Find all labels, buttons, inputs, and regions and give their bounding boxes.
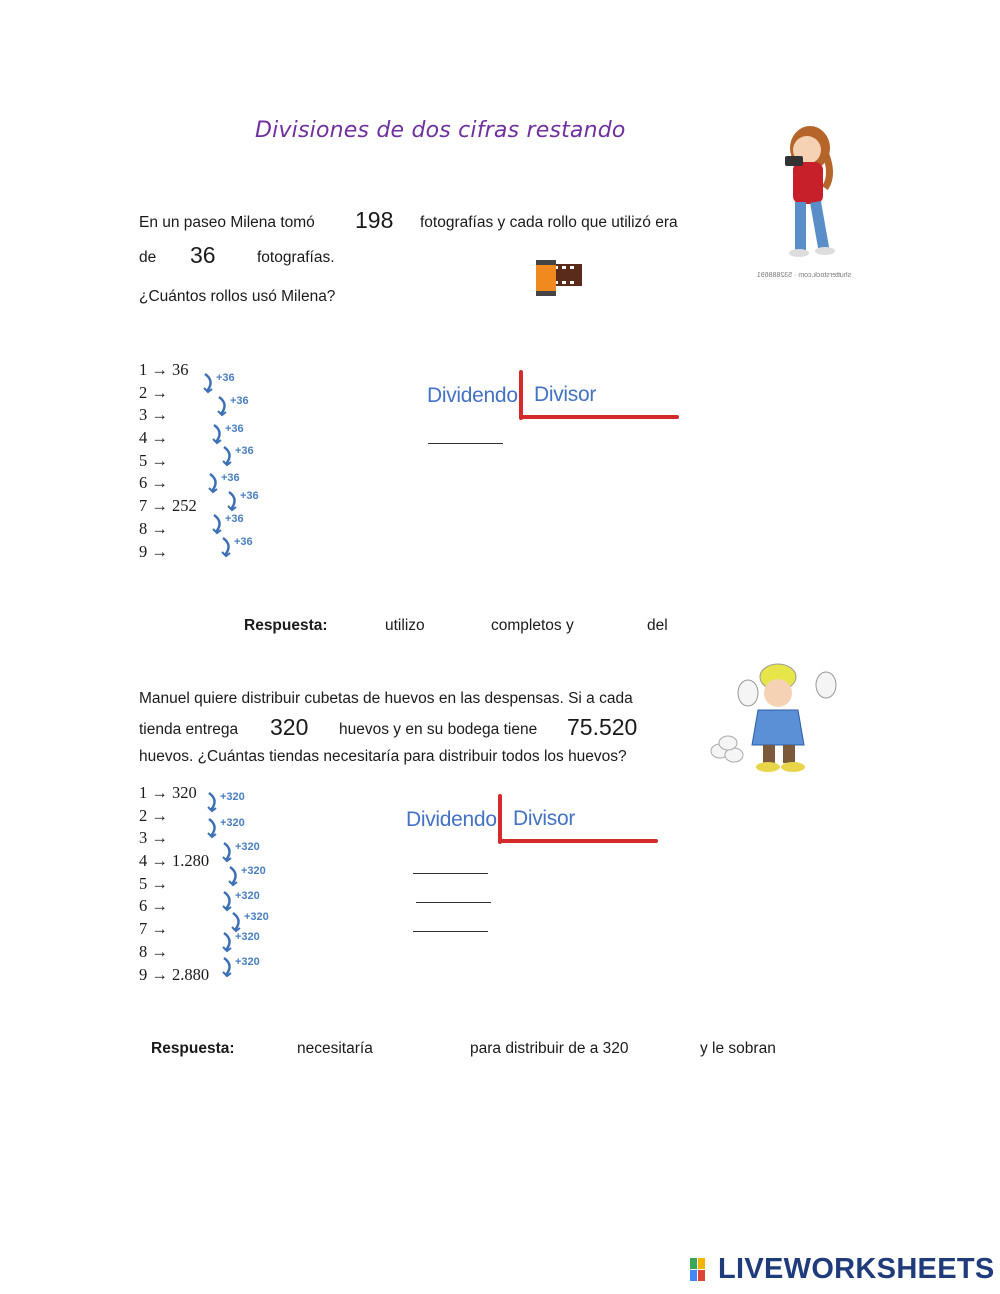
p1-step-label: +36 — [216, 372, 235, 384]
p1-subtraction-line — [428, 443, 503, 444]
p1-number-photos: 198 — [355, 207, 394, 233]
p1-seq-row: 1 → 36 — [139, 360, 189, 379]
p2-subtraction-line — [413, 931, 488, 932]
p1-seq-row: 8 → — [139, 518, 168, 538]
p2-step-label: +320 — [235, 841, 260, 853]
p2-seq-row: 5 → — [139, 873, 168, 893]
p2-number-total: 75.520 — [567, 714, 638, 740]
p1-seq-row: 4 → — [139, 428, 168, 448]
p1-step-arrow — [222, 444, 282, 470]
p2-step-label: +320 — [241, 865, 266, 877]
liveworksheets-logo-icon — [690, 1258, 716, 1282]
p2-number-per-store: 320 — [270, 714, 309, 740]
p1-step-arrow — [217, 394, 277, 420]
p2-division-horizontal-bar — [498, 839, 658, 843]
p1-answer-word-2: completos y — [491, 617, 574, 634]
p1-line2-end: fotografías. — [257, 249, 335, 266]
p2-step-arrow — [207, 816, 267, 842]
p2-step-label: +320 — [235, 956, 260, 968]
p1-seq-row: 3 → — [139, 405, 168, 425]
p2-step-arrow — [207, 790, 267, 816]
p2-line3: huevos. ¿Cuántas tiendas necesitaría para distribuir todos los huevos? — [139, 748, 627, 765]
p2-line2-middle: huevos y en su bodega tiene — [339, 721, 538, 738]
p2-seq-row: 6 → — [139, 896, 168, 916]
p2-step-label: +320 — [235, 931, 260, 943]
p1-answer-word-1: utilizo — [385, 617, 425, 634]
film-roll-icon — [534, 254, 586, 300]
p1-answer-word-3: del — [647, 617, 668, 634]
p2-seq-row: 3 → — [139, 828, 168, 848]
p1-step-label: +36 — [240, 490, 259, 502]
p2-answer-word-3: y le sobran — [700, 1040, 776, 1057]
p2-answer-word-1: necesitaría — [297, 1040, 373, 1057]
p2-seq-row: 8 → — [139, 941, 168, 961]
p2-sequence — [139, 782, 209, 986]
p1-line2-start: de — [139, 249, 157, 266]
p2-answer-word-2: para distribuir de a 320 — [470, 1040, 629, 1057]
p2-seq-row: 4 → 1.280 — [139, 851, 210, 871]
p2-step-label: +320 — [220, 817, 245, 829]
p1-step-label: +36 — [221, 472, 240, 484]
p2-divisor-label: Divisor — [513, 807, 576, 830]
p2-answer-label: Respuesta: — [151, 1040, 235, 1057]
p1-seq-row: 2 → — [139, 382, 168, 402]
p1-dividend-label: Dividendo — [427, 384, 518, 407]
girl-photographer-illustration — [755, 118, 865, 288]
p2-step-arrow — [222, 840, 282, 866]
p1-step-label: +36 — [235, 445, 254, 457]
p1-step-label: +36 — [225, 423, 244, 435]
p2-step-label: +320 — [244, 911, 269, 923]
p1-division-horizontal-bar — [519, 415, 679, 419]
p2-step-arrow — [222, 930, 282, 956]
p2-step-arrow — [222, 955, 282, 981]
p2-line1: Manuel quiere distribuir cubetas de huevos en las despensas. Si a cada — [139, 690, 633, 707]
p1-step-arrow — [221, 535, 281, 561]
p2-seq-row: 7 → — [139, 919, 168, 939]
p1-division-vertical-bar — [519, 370, 523, 420]
p1-line1-end: fotografías y cada rollo que utilizó era — [420, 214, 678, 231]
p2-seq-row: 9 → 2.880 — [139, 964, 210, 984]
p1-step-label: +36 — [225, 513, 244, 525]
p1-line1-start: En un paseo Milena tomó — [139, 214, 315, 231]
p1-divisor-label: Divisor — [534, 383, 597, 406]
p1-step-label: +36 — [230, 395, 249, 407]
p1-seq-row: 6 → — [139, 473, 168, 493]
p2-subtraction-line — [413, 873, 488, 874]
p2-seq-row: 1 → 320 — [139, 783, 197, 802]
p1-question: ¿Cuántos rollos usó Milena? — [139, 288, 336, 305]
p2-step-arrow — [228, 864, 288, 890]
p1-seq-row: 7 → 252 — [139, 496, 197, 516]
p2-step-label: +320 — [235, 890, 260, 902]
p2-dividend-label: Dividendo — [406, 808, 497, 831]
p2-seq-row: 2 → — [139, 805, 168, 825]
p2-division-vertical-bar — [498, 794, 502, 844]
p1-number-per-roll: 36 — [190, 242, 216, 268]
p1-step-label: +36 — [234, 536, 253, 548]
boy-with-eggs-illustration — [708, 655, 838, 777]
p1-sequence — [139, 359, 197, 563]
p2-line2-start: tienda entrega — [139, 721, 239, 738]
photo-credit: shutterstock.com · 532888691 — [757, 272, 852, 279]
p1-seq-row: 5 → — [139, 450, 168, 470]
p2-subtraction-line — [416, 902, 491, 903]
p1-seq-row: 9 → — [139, 541, 168, 561]
page-title: Divisiones de dos cifras restando — [255, 118, 626, 143]
brand-wordmark[interactable]: LIVEWORKSHEETS — [718, 1253, 995, 1285]
p2-step-label: +320 — [220, 791, 245, 803]
p1-answer-label: Respuesta: — [244, 617, 328, 634]
